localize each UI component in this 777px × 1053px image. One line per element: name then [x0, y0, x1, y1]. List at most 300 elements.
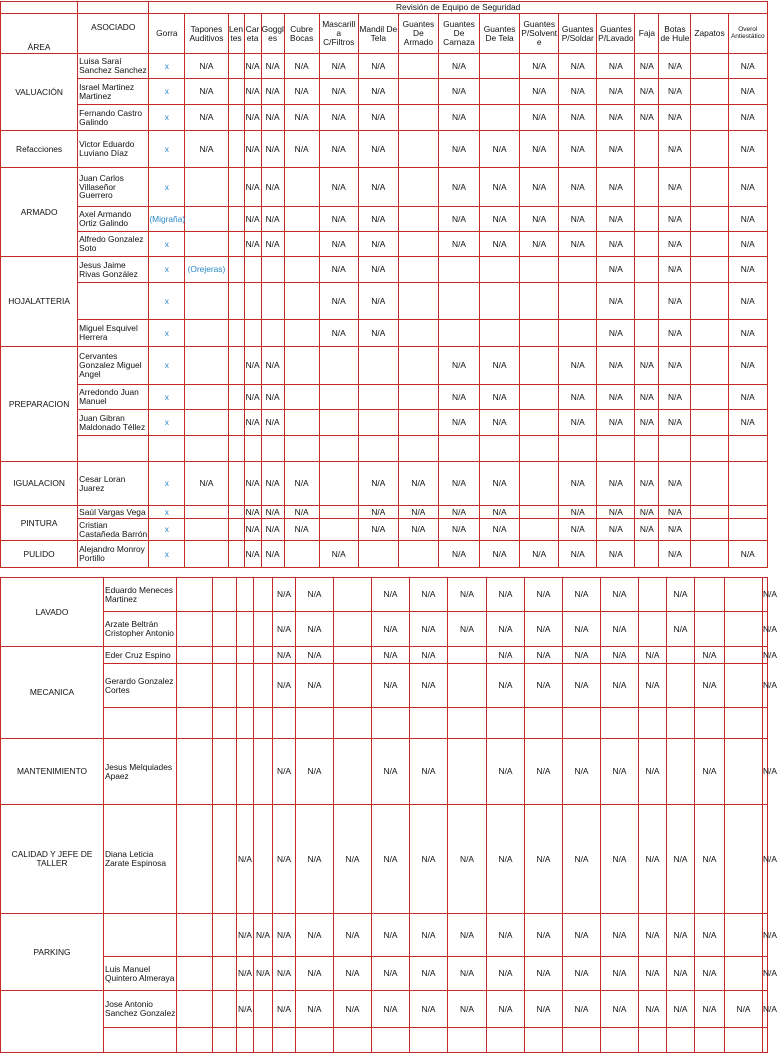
equipment-cell	[480, 283, 520, 320]
table-row	[1, 385, 768, 410]
equipment-cell	[254, 739, 273, 805]
equipment-cell: N/A	[659, 519, 691, 541]
equipment-cell: N/A	[728, 79, 767, 105]
equipment-cell: N/A	[563, 805, 601, 914]
equipment-cell: N/A	[487, 991, 525, 1028]
equipment-cell: N/A	[559, 541, 597, 568]
associate-name: Cervantes Gonzalez Miguel Angel	[78, 347, 149, 385]
equipment-cell	[725, 1028, 763, 1053]
equipment-cell: N/A	[372, 991, 410, 1028]
equipment-cell: N/A	[601, 805, 639, 914]
equipment-cell: N/A	[487, 805, 525, 914]
equipment-cell	[448, 664, 487, 708]
equipment-cell	[728, 519, 767, 541]
equipment-cell: N/A	[635, 347, 659, 385]
area-header: ÁREA	[1, 14, 78, 54]
equipment-cell: N/A	[728, 347, 767, 385]
spacer-cell	[177, 647, 213, 664]
equipment-cell: N/A	[667, 957, 695, 991]
associate-name	[78, 436, 149, 462]
equipment-cell: N/A	[659, 541, 691, 568]
equipment-cell	[237, 578, 254, 612]
equipment-cell: N/A	[559, 168, 597, 207]
table-row	[1, 168, 768, 207]
equipment-cell	[448, 647, 487, 664]
equipment-cell: N/A	[438, 347, 479, 385]
equipment-cell: N/A	[659, 320, 691, 347]
equipment-cell	[691, 207, 728, 232]
equipment-cell	[319, 410, 358, 436]
table-row	[1, 578, 768, 612]
spacer-cell	[177, 739, 213, 805]
equipment-cell: N/A	[659, 168, 691, 207]
equipment-cell: N/A	[284, 506, 319, 519]
equipment-cell	[296, 708, 334, 739]
equipment-cell	[213, 957, 237, 991]
equipment-cell	[254, 805, 273, 914]
equipment-cell: N/A	[261, 207, 284, 232]
equipment-cell: N/A	[487, 578, 525, 612]
equipment-cell: N/A	[597, 131, 635, 168]
equipment-cell: N/A	[410, 647, 448, 664]
equipment-cell	[438, 283, 479, 320]
equipment-cell: N/A	[319, 105, 358, 131]
equipment-cell: N/A	[480, 519, 520, 541]
equipment-cell: N/A	[525, 739, 563, 805]
equipment-cell	[185, 410, 228, 436]
equipment-cell	[284, 436, 319, 462]
equipment-cell: N/A	[261, 168, 284, 207]
equipment-cell: N/A	[296, 578, 334, 612]
equipment-cell	[284, 207, 319, 232]
equipment-cell: x	[149, 385, 185, 410]
equipment-cell: N/A	[520, 131, 559, 168]
equipment-cell: N/A	[597, 462, 635, 506]
equipment-cell: N/A	[438, 462, 479, 506]
associate-name: Juan Carlos Villaseñor Guerrero	[78, 168, 149, 207]
area-cell: IGUALACION	[1, 462, 78, 506]
equipment-cell: N/A	[728, 541, 767, 568]
area-cell: PINTURA	[1, 506, 78, 541]
equipment-cell	[563, 1028, 601, 1053]
equipment-cell: N/A	[520, 105, 559, 131]
equipment-cell	[725, 612, 763, 647]
table-row	[1, 347, 768, 385]
associate-name: Fernando Castro Galindo	[78, 105, 149, 131]
equipment-cell: N/A	[725, 991, 763, 1028]
equipment-cell: N/A	[728, 257, 767, 283]
equipment-cell	[228, 410, 244, 436]
equipment-cell	[691, 410, 728, 436]
associate-name	[78, 283, 149, 320]
equipment-cell	[691, 320, 728, 347]
equipment-cell	[254, 991, 273, 1028]
equipment-cell	[213, 739, 237, 805]
equipment-cell: N/A	[254, 914, 273, 957]
equipment-cell	[520, 283, 559, 320]
equipment-cell	[563, 708, 601, 739]
equipment-cell: N/A	[319, 283, 358, 320]
equipment-cell: N/A	[563, 664, 601, 708]
equipment-cell: N/A	[563, 991, 601, 1028]
equipment-cell	[213, 612, 237, 647]
equipment-cell: N/A	[237, 957, 254, 991]
equipment-cell	[691, 541, 728, 568]
equipment-cell: N/A	[728, 207, 767, 232]
associate-name: Luisa Saraí Sanchez Sanchez	[78, 54, 149, 79]
equipment-cell	[228, 79, 244, 105]
equipment-cell: N/A	[659, 54, 691, 79]
equipment-cell: N/A	[728, 385, 767, 410]
equipment-cell: N/A	[372, 612, 410, 647]
equipment-cell: N/A	[296, 664, 334, 708]
equipment-cell	[695, 612, 725, 647]
equipment-cell: N/A	[334, 957, 372, 991]
equipment-cell: N/A	[480, 462, 520, 506]
equipment-cell: N/A	[559, 519, 597, 541]
equipment-cell	[525, 1028, 563, 1053]
equipment-cell: N/A	[358, 232, 398, 257]
equipment-cell	[691, 257, 728, 283]
equipment-cell	[254, 708, 273, 739]
equipment-cell	[237, 647, 254, 664]
equipment-cell: N/A	[273, 664, 296, 708]
equipment-cell: N/A	[261, 131, 284, 168]
equipment-cell: N/A	[244, 168, 261, 207]
equipment-cell	[639, 708, 667, 739]
equipment-cell: N/A	[273, 612, 296, 647]
equipment-cell: N/A	[372, 647, 410, 664]
equipment-cell: N/A	[559, 79, 597, 105]
equipment-cell: N/A	[635, 105, 659, 131]
equipment-cell: N/A	[597, 541, 635, 568]
equipment-cell: N/A	[728, 410, 767, 436]
equipment-cell	[667, 708, 695, 739]
equipment-cell: N/A	[410, 578, 448, 612]
equipment-cell: N/A	[563, 914, 601, 957]
equipment-cell: N/A	[237, 991, 254, 1028]
equipment-cell	[372, 708, 410, 739]
equipment-cell	[639, 612, 667, 647]
equipment-cell: N/A	[284, 131, 319, 168]
table-row	[1, 320, 768, 347]
equipment-cell: N/A	[695, 739, 725, 805]
equipment-cell	[520, 257, 559, 283]
equipment-cell	[228, 506, 244, 519]
associate-header-top	[78, 2, 149, 14]
area-cell: LAVADO	[1, 578, 104, 647]
equipment-cell	[319, 385, 358, 410]
equipment-cell	[228, 105, 244, 131]
table-row	[1, 232, 768, 257]
associate-name: Miguel Esquivel Herrera	[78, 320, 149, 347]
equipment-cell	[334, 739, 372, 805]
column-header: Tapones Auditivos	[185, 14, 228, 54]
equipment-cell: N/A	[261, 462, 284, 506]
equipment-cell	[185, 347, 228, 385]
equipment-cell: N/A	[358, 320, 398, 347]
spacer-cell	[177, 914, 213, 957]
equipment-cell: N/A	[410, 739, 448, 805]
equipment-cell: N/A	[525, 957, 563, 991]
equipment-cell	[438, 436, 479, 462]
column-header: Car eta	[244, 14, 261, 54]
equipment-cell: N/A	[659, 385, 691, 410]
equipment-cell	[358, 541, 398, 568]
equipment-cell: N/A	[254, 957, 273, 991]
spacer-cell	[177, 805, 213, 914]
equipment-cell: x	[149, 410, 185, 436]
equipment-cell	[185, 283, 228, 320]
equipment-cell	[438, 257, 479, 283]
equipment-cell	[559, 436, 597, 462]
table-row	[1, 79, 768, 105]
equipment-cell: N/A	[659, 232, 691, 257]
equipment-cell	[667, 664, 695, 708]
equipment-cell: N/A	[480, 410, 520, 436]
equipment-cell: N/A	[763, 991, 768, 1028]
equipment-cell: N/A	[520, 232, 559, 257]
equipment-cell	[228, 232, 244, 257]
equipment-cell: N/A	[438, 385, 479, 410]
equipment-cell: N/A	[244, 79, 261, 105]
associate-name: Gerardo Gonzalez Cortes	[104, 664, 177, 708]
equipment-cell: N/A	[597, 257, 635, 283]
equipment-cell	[228, 131, 244, 168]
equipment-cell	[691, 168, 728, 207]
equipment-cell	[237, 612, 254, 647]
equipment-cell	[185, 168, 228, 207]
equipment-cell	[149, 436, 185, 462]
equipment-cell: N/A	[296, 914, 334, 957]
table-row	[1, 54, 768, 79]
equipment-cell: N/A	[480, 232, 520, 257]
equipment-cell: N/A	[728, 320, 767, 347]
area-cell: Refacciones	[1, 131, 78, 168]
equipment-cell: N/A	[597, 207, 635, 232]
equipment-cell: x	[149, 320, 185, 347]
equipment-cell: N/A	[273, 914, 296, 957]
spacer-cell	[177, 991, 213, 1028]
equipment-cell	[725, 664, 763, 708]
equipment-cell: N/A	[244, 54, 261, 79]
equipment-cell: N/A	[525, 664, 563, 708]
equipment-cell: N/A	[372, 805, 410, 914]
equipment-cell: (Migraña)	[149, 207, 185, 232]
equipment-cell	[185, 232, 228, 257]
equipment-cell	[691, 232, 728, 257]
equipment-cell: N/A	[261, 385, 284, 410]
equipment-cell: N/A	[273, 578, 296, 612]
equipment-cell: N/A	[525, 612, 563, 647]
equipment-cell: N/A	[559, 385, 597, 410]
equipment-cell	[284, 257, 319, 283]
equipment-cell	[185, 506, 228, 519]
equipment-cell: N/A	[597, 410, 635, 436]
associate-name: Jesus Jaime Rivas González	[78, 257, 149, 283]
equipment-cell: x	[149, 506, 185, 519]
equipment-cell: N/A	[559, 232, 597, 257]
equipment-cell	[254, 664, 273, 708]
equipment-cell: N/A	[284, 79, 319, 105]
equipment-cell: N/A	[358, 207, 398, 232]
equipment-cell	[410, 1028, 448, 1053]
equipment-cell	[228, 385, 244, 410]
equipment-cell: N/A	[597, 283, 635, 320]
equipment-cell	[635, 207, 659, 232]
equipment-cell	[319, 519, 358, 541]
equipment-cell: N/A	[273, 739, 296, 805]
equipment-cell: N/A	[438, 131, 479, 168]
equipment-cell: N/A	[296, 612, 334, 647]
equipment-cell: N/A	[410, 957, 448, 991]
equipment-cell: x	[149, 105, 185, 131]
equipment-cell: x	[149, 257, 185, 283]
equipment-cell: N/A	[635, 410, 659, 436]
area-cell: MECANICA	[1, 647, 104, 739]
equipment-cell	[480, 79, 520, 105]
table-row	[1, 991, 768, 1028]
equipment-cell	[334, 578, 372, 612]
equipment-cell	[448, 1028, 487, 1053]
equipment-cell	[185, 436, 228, 462]
equipment-cell: N/A	[635, 462, 659, 506]
equipment-cell	[398, 320, 438, 347]
associate-name	[104, 1028, 177, 1053]
equipment-cell	[237, 739, 254, 805]
equipment-cell: N/A	[261, 347, 284, 385]
equipment-cell	[559, 283, 597, 320]
column-header: Zapatos	[691, 14, 728, 54]
area-cell: HOJALATTERIA	[1, 257, 78, 347]
equipment-cell: N/A	[296, 739, 334, 805]
equipment-cell: N/A	[563, 612, 601, 647]
equipment-cell: N/A	[448, 914, 487, 957]
associate-name	[104, 914, 177, 957]
equipment-cell	[228, 283, 244, 320]
associate-name: Juan Gibran Maldonado Téllez	[78, 410, 149, 436]
equipment-cell: N/A	[273, 805, 296, 914]
spacer-cell	[177, 708, 213, 739]
equipment-cell	[334, 1028, 372, 1053]
equipment-cell: N/A	[659, 462, 691, 506]
equipment-cell	[520, 385, 559, 410]
equipment-cell: N/A	[635, 385, 659, 410]
area-cell: PARKING	[1, 914, 104, 991]
equipment-cell: N/A	[597, 54, 635, 79]
equipment-cell: N/A	[728, 232, 767, 257]
equipment-cell: x	[149, 168, 185, 207]
equipment-cell	[635, 541, 659, 568]
equipment-cell: N/A	[319, 541, 358, 568]
equipment-cell: N/A	[728, 168, 767, 207]
equipment-cell: N/A	[372, 914, 410, 957]
equipment-cell: N/A	[448, 805, 487, 914]
equipment-cell	[520, 347, 559, 385]
equipment-cell	[228, 462, 244, 506]
equipment-cell: N/A	[559, 410, 597, 436]
equipment-cell: N/A	[695, 991, 725, 1028]
equipment-cell	[728, 506, 767, 519]
equipment-cell	[725, 739, 763, 805]
equipment-cell	[334, 647, 372, 664]
equipment-cell: N/A	[448, 991, 487, 1028]
equipment-cell	[725, 957, 763, 991]
equipment-cell: (Orejeras)	[185, 257, 228, 283]
equipment-cell: N/A	[410, 914, 448, 957]
equipment-cell: N/A	[659, 131, 691, 168]
equipment-cell: N/A	[185, 131, 228, 168]
equipment-cell: N/A	[319, 168, 358, 207]
equipment-cell: N/A	[763, 957, 768, 991]
equipment-cell: N/A	[563, 578, 601, 612]
equipment-cell	[185, 519, 228, 541]
equipment-cell: N/A	[261, 541, 284, 568]
equipment-cell	[480, 320, 520, 347]
equipment-cell: N/A	[358, 506, 398, 519]
equipment-cell: N/A	[261, 519, 284, 541]
table-row	[1, 541, 768, 568]
equipment-cell: N/A	[597, 232, 635, 257]
equipment-cell: N/A	[319, 232, 358, 257]
equipment-cell	[358, 436, 398, 462]
equipment-cell	[319, 462, 358, 506]
equipment-cell	[284, 283, 319, 320]
equipment-cell: N/A	[525, 914, 563, 957]
equipment-cell	[725, 708, 763, 739]
equipment-cell: N/A	[244, 207, 261, 232]
area-cell: PREPARACION	[1, 347, 78, 462]
equipment-cell: N/A	[601, 739, 639, 805]
equipment-cell	[228, 519, 244, 541]
associate-name: Saúl Vargas Vega	[78, 506, 149, 519]
equipment-cell: N/A	[410, 612, 448, 647]
equipment-cell: N/A	[667, 991, 695, 1028]
equipment-cell: N/A	[284, 462, 319, 506]
equipment-cell: N/A	[763, 805, 768, 914]
equipment-cell	[480, 105, 520, 131]
equipment-cell	[284, 410, 319, 436]
equipment-cell: N/A	[244, 232, 261, 257]
equipment-cell: N/A	[438, 105, 479, 131]
equipment-cell	[597, 436, 635, 462]
equipment-cell	[487, 1028, 525, 1053]
equipment-cell: N/A	[667, 612, 695, 647]
equipment-cell: N/A	[487, 914, 525, 957]
safety-table-section-1	[0, 1, 768, 568]
equipment-cell: N/A	[639, 664, 667, 708]
equipment-cell	[185, 207, 228, 232]
equipment-cell	[334, 612, 372, 647]
area-cell: MANTENIMIENTO	[1, 739, 104, 805]
table-row	[1, 462, 768, 506]
equipment-cell	[398, 168, 438, 207]
equipment-cell: N/A	[358, 54, 398, 79]
section-1-body	[1, 2, 768, 568]
equipment-cell: N/A	[597, 105, 635, 131]
equipment-cell	[763, 1028, 768, 1053]
equipment-cell: N/A	[695, 914, 725, 957]
equipment-cell: N/A	[559, 347, 597, 385]
equipment-cell: N/A	[438, 541, 479, 568]
equipment-cell: N/A	[728, 105, 767, 131]
table-row	[1, 914, 768, 957]
equipment-cell: N/A	[273, 991, 296, 1028]
equipment-cell: N/A	[635, 79, 659, 105]
equipment-cell	[237, 1028, 254, 1053]
equipment-cell	[261, 257, 284, 283]
equipment-cell	[398, 385, 438, 410]
